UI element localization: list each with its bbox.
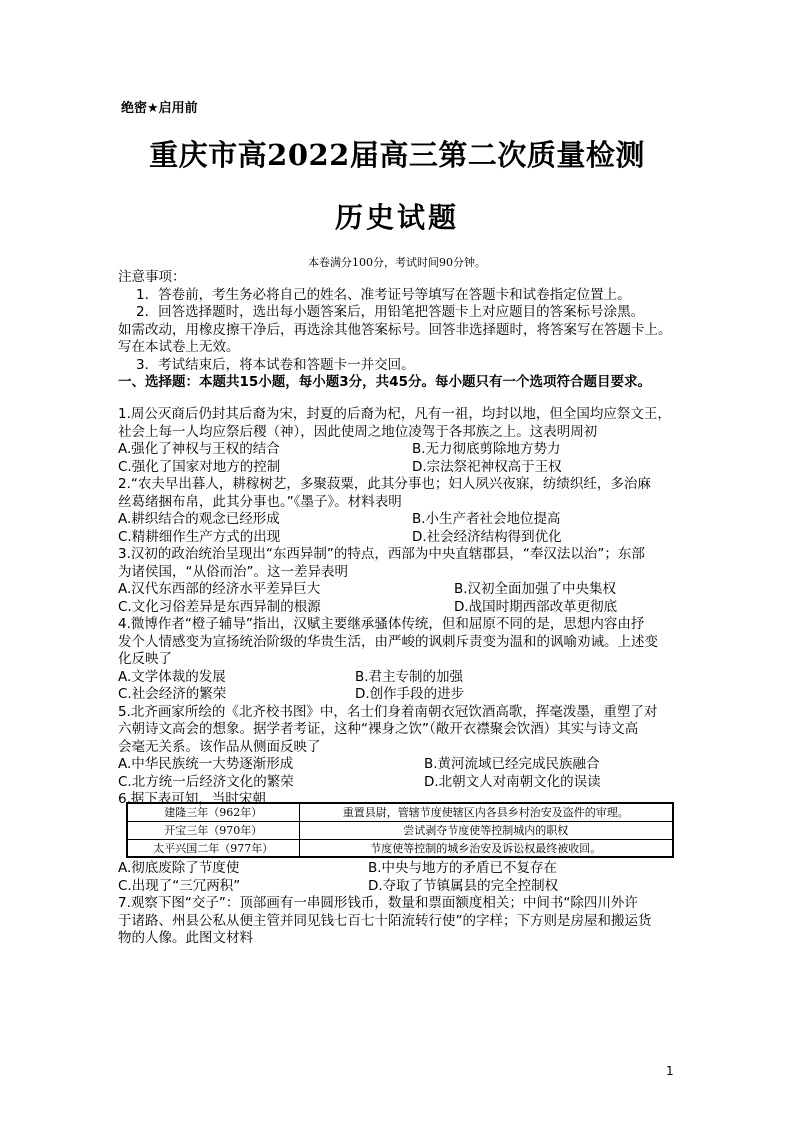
option-row bbox=[118, 459, 680, 477]
option-row bbox=[118, 774, 680, 792]
question-stem: 社会上每一人均应祭后稷（神），因此使周之地位凌驾于各邦族之上。这表明周初 bbox=[118, 423, 598, 440]
option-row bbox=[118, 756, 680, 774]
question-stem: 丝葛绪捆布帛，此其分事也。”《墨子》。材料表明 bbox=[118, 493, 402, 510]
question-stem: 6.据下表可知，当时宋朝 bbox=[118, 791, 266, 807]
table-cell-event: 尝试剥夺节度使等控制城内的职权 bbox=[299, 821, 673, 839]
question-6-table bbox=[126, 802, 674, 858]
option-c: C.精耕细作生产方式的出现 bbox=[118, 528, 281, 545]
option-b: B.无力彻底剪除地方势力 bbox=[412, 441, 561, 457]
section-heading: 一、选择题：本题共15小题，每小题3分，共45分。每小题只有一个选项符合题目要求。 bbox=[118, 374, 651, 390]
question-stem: 5.北齐画家所绘的《北齐校书图》中，名士们身着南朝衣冠饮酒高歌，挥毫泼墨，重塑了对 bbox=[118, 703, 658, 720]
option-b: B.小生产者社会地位提高 bbox=[412, 511, 561, 527]
option-row bbox=[118, 441, 680, 459]
note-line: 如需改动，用橡皮擦干净后，再选涂其他答案标号。回答非选择题时，将答案写在答题卡上。 bbox=[118, 321, 672, 338]
note-line: 写在本试卷上无效。 bbox=[118, 339, 240, 355]
table-cell-year: 开宝三年（970年） bbox=[127, 821, 299, 839]
question-stem: 2.“农夫早出暮人，耕稼树艺，多聚菽粟，此其分事也；妇人夙兴夜寐，纺绩织纴，多治麻 bbox=[118, 476, 651, 492]
table-row bbox=[127, 821, 673, 839]
question-stem: 3.汉初的政治统治呈现出“东西异制”的特点，西部为中央直辖郡县，“奉汉法以治”；东部 bbox=[118, 546, 645, 562]
option-b: B.汉初全面加强了中央集权 bbox=[454, 581, 617, 597]
option-a: A.中华民族统一大势逐渐形成 bbox=[118, 756, 294, 772]
notes-heading: 注意事项： bbox=[118, 269, 186, 285]
option-d: D.宗法祭祀神权高于王权 bbox=[412, 458, 562, 475]
question-stem: 为诸侯国，“从俗而治”。这一差异表明 bbox=[118, 563, 348, 580]
question-stem: 4.微博作者“橙子辅导”指出，汉赋主要继承骚体传统，但和屈原不同的是，思想内容由抒 bbox=[118, 616, 645, 632]
table-cell-event: 节度使等控制的城乡治安及诉讼权最终被收回。 bbox=[299, 839, 673, 857]
option-c: C.文化习俗差异是东西异制的根源 bbox=[118, 598, 321, 615]
question-stem: 发个人情感变为宣扬统治阶级的华贵生活，由严峻的讽刺斥责变为温和的讽喻劝诫。上述变 bbox=[118, 633, 658, 650]
question-stem: 7.观察下图“交子”：顶部画有一串圆形钱币，数量和票面额度相关；中间书“除四川外许 bbox=[118, 895, 638, 911]
option-c: C.出现了“三冗两积” bbox=[118, 877, 241, 894]
question-stem: 六朝诗文高会的想象。据学者考证，这种“裸身之饮”（敞开衣襟聚会饮酒）其实与诗文高 bbox=[118, 721, 639, 737]
option-b: B.君主专制的加强 bbox=[355, 668, 464, 685]
secret-label: 绝密★启用前 bbox=[121, 101, 198, 116]
questions-block bbox=[118, 406, 680, 809]
option-row bbox=[118, 511, 680, 529]
option-a: A.汉代东西部的经济水平差异巨大 bbox=[118, 581, 321, 597]
option-row bbox=[118, 581, 680, 599]
option-row bbox=[118, 686, 680, 704]
table-cell-event: 重置县尉，管辖节度使辖区内各县乡村治安及盗件的审理。 bbox=[299, 803, 673, 821]
option-d: D.战国时期西部改革更彻底 bbox=[454, 598, 618, 615]
table-cell-year: 建隆三年（962年） bbox=[127, 803, 299, 821]
question-stem: 化反映了 bbox=[118, 651, 172, 667]
option-d: D.创作手段的进步 bbox=[355, 686, 465, 702]
option-row bbox=[118, 669, 680, 687]
option-d: D.北朝文人对南朝文化的误读 bbox=[424, 773, 601, 790]
questions-block-2 bbox=[118, 860, 680, 948]
option-row bbox=[118, 860, 680, 878]
option-c: C.社会经济的繁荣 bbox=[118, 686, 227, 702]
option-a: A.彻底废除了节度使 bbox=[118, 860, 240, 876]
note-line: 1．答卷前，考生务必将自己的姓名、准考证号等填写在答题卡和试卷指定位置上。 bbox=[136, 286, 631, 303]
table-row bbox=[127, 803, 673, 821]
question-stem: 会毫无关系。该作品从侧面反映了 bbox=[118, 738, 321, 755]
question-stem: 1.周公灭商后仍封其后裔为宋，封夏的后裔为杞，凡有一祖，均封以地，但全国均应祭文王， bbox=[118, 406, 671, 422]
option-row bbox=[118, 529, 680, 547]
option-a: A.耕织结合的观念已经形成 bbox=[118, 511, 280, 527]
option-b: B.中央与地方的矛盾已不复存在 bbox=[368, 860, 558, 876]
option-a: A.强化了神权与王权的结合 bbox=[118, 441, 280, 457]
exam-title: 重庆市高2022届高三第二次质量检测 bbox=[149, 138, 645, 172]
page-number: 1 bbox=[666, 1064, 674, 1078]
question-stem: 物的人像。此图文材料 bbox=[118, 930, 253, 946]
option-row bbox=[118, 599, 680, 617]
option-d: D.夺取了节镇属县的完全控制权 bbox=[368, 877, 559, 894]
note-line: 2．回答选择题时，选出每小题答案后，用铅笔把答题卡上对应题目的答案标号涂黑。 bbox=[136, 304, 645, 320]
subject-title: 历史试题 bbox=[334, 201, 459, 234]
question-stem: 于诸路、州县公私从便主管并同见钱七百七十陌流转行使”的字样；下方则是房屋和搬运货 bbox=[118, 912, 652, 929]
option-c: C.强化了国家对地方的控制 bbox=[118, 458, 281, 475]
score-info: 本卷满分100分，考试时间90分钟。 bbox=[308, 256, 486, 269]
table-cell-year: 太平兴国二年（977年） bbox=[127, 839, 299, 857]
option-d: D.社会经济结构得到优化 bbox=[412, 528, 562, 545]
option-c: C.北方统一后经济文化的繁荣 bbox=[118, 773, 294, 790]
option-a: A.文学体裁的发展 bbox=[118, 668, 226, 685]
note-line: 3．考试结束后，将本试卷和答题卡一并交回。 bbox=[136, 356, 415, 373]
table-row bbox=[127, 839, 673, 857]
option-b: B.黄河流域已经完成民族融合 bbox=[424, 756, 600, 772]
notes-section bbox=[118, 269, 680, 392]
option-row bbox=[118, 878, 680, 896]
